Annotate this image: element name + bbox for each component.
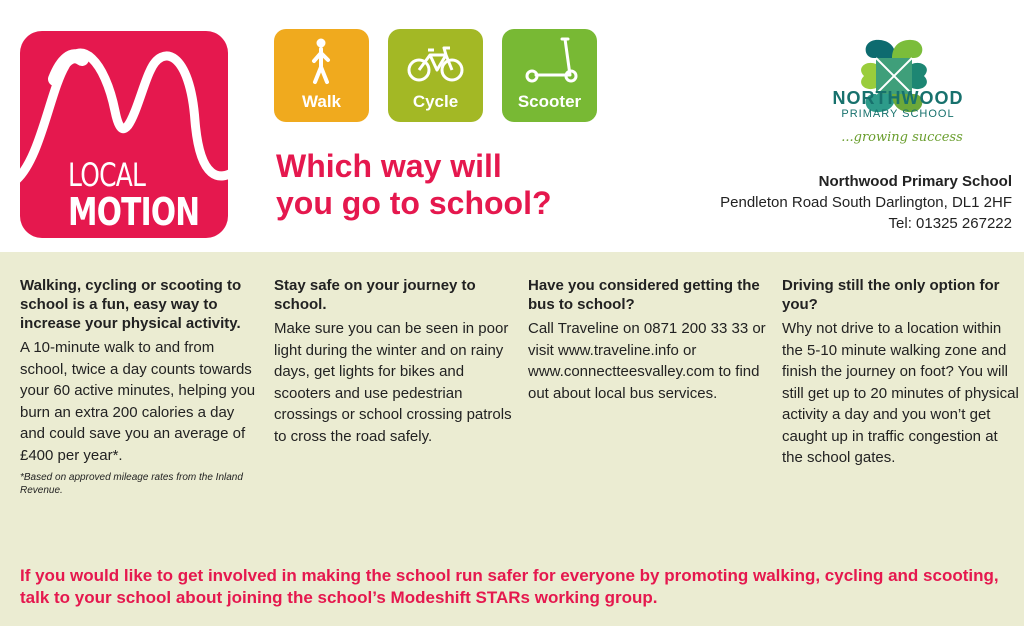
school-name: Northwood Primary School (818, 173, 1012, 190)
call-to-action: If you would like to get involved in making the school run safer for everyone by promoting walking, cycling and scooting, talk to your school about joining the school’s Modeshift STARs working group. (20, 566, 999, 607)
walk-label: Walk (301, 92, 342, 111)
school-tel: Tel: 01325 267222 (888, 215, 1012, 232)
cycle-mode-tile (388, 29, 483, 122)
column-body: Make sure you can be seen in poor light during the winter and on rainy days, get lights for bikes and scooters and use pedestrian crossings or school crossing patrols to cross the road safely. (274, 320, 512, 445)
header-area (0, 0, 1024, 252)
walk-mode-tile (274, 29, 369, 122)
local-motion-logo (20, 31, 228, 238)
school-tagline: ...growing success (841, 130, 963, 145)
column-body: Call Traveline on 0871 200 33 33 or visit www.traveline.info or www.connectteesvalley.com to find out about local bus services. (528, 320, 766, 402)
column-heading: Have you considered getting the bus to school? (528, 277, 760, 313)
info-column-driving (782, 276, 1022, 469)
page-headline (276, 148, 552, 222)
scooter-icon (502, 29, 597, 89)
walking-person-icon (274, 29, 369, 89)
column-heading: Stay safe on your journey to school. (274, 277, 476, 313)
column-footnote: *Based on approved mileage rates from the Inland Revenue. (20, 472, 243, 496)
cycle-label: Cycle (412, 92, 459, 111)
school-logo-sub: PRIMARY SCHOOL (841, 108, 955, 120)
bicycle-icon (388, 29, 483, 89)
school-logo-name: NORTHWOOD (832, 88, 964, 108)
headline-line1: Which way will (276, 148, 502, 184)
column-body: Why not drive to a location within the 5-10 minute walking zone and finish the journey on foot? You will still get up to 20 minutes of physical activity a day and you won’t get caught up in traffic congestion at the school gates. (782, 320, 1019, 466)
scooter-label: Scooter (517, 92, 582, 111)
scooter-mode-tile (502, 29, 597, 122)
school-address: Pendleton Road South Darlington, DL1 2HF (720, 194, 1012, 211)
school-contact (720, 171, 1012, 234)
brand-line1: LOCAL (68, 156, 146, 194)
headline-line2: you go to school? (276, 185, 552, 221)
info-column-bus (528, 276, 768, 404)
column-heading: Walking, cycling or scooting to school is a fun, easy way to increase your physical activity. (20, 277, 242, 332)
info-column-safety (274, 276, 514, 447)
column-body: A 10-minute walk to and from school, twice a day counts towards your 60 active minutes, helping you burn an extra 200 calories a day and could save you an average of £400 per year*. (20, 339, 256, 464)
column-heading: Driving still the only option for you? (782, 277, 1000, 313)
brand-line2: MOTION (68, 190, 200, 234)
info-column-walking (20, 276, 260, 497)
